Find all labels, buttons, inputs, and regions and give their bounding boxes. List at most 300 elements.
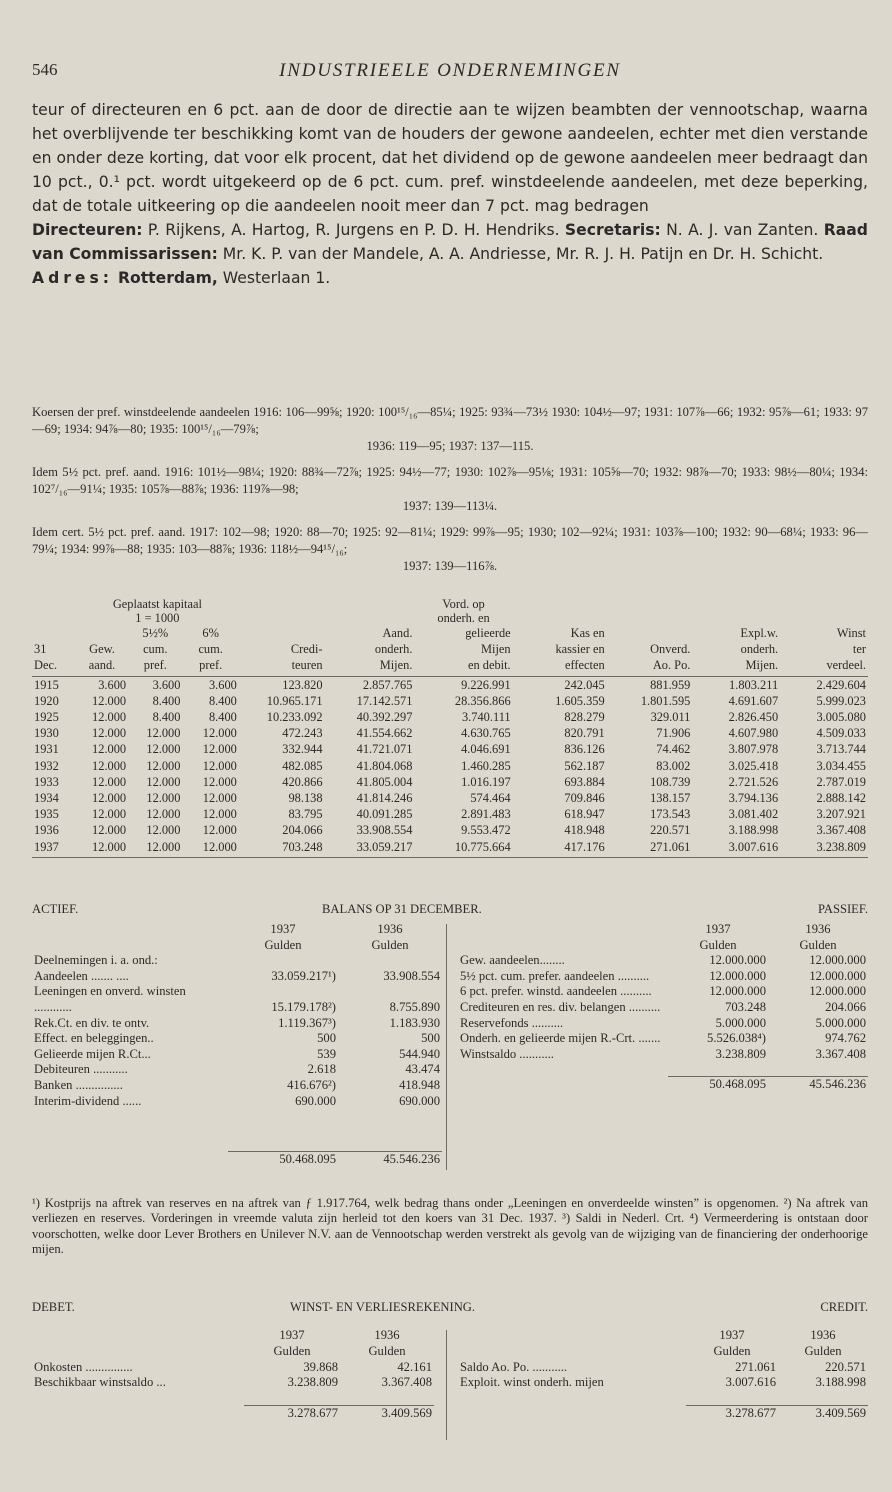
item-value-1937: 33.059.217¹) [271, 968, 336, 983]
running-title: INDUSTRIEELE ONDERNEMINGEN [279, 60, 621, 81]
item-value-1936: 12.000.000 [809, 968, 866, 983]
value-cell: 4.630.765 [461, 726, 511, 741]
value-cell: 2.429.604 [816, 677, 866, 692]
value-cell: 3.600 [98, 677, 127, 692]
value-cell: 28.356.866 [454, 693, 511, 708]
unit: Gulden [804, 1343, 842, 1358]
item-value-1936: 12.000.000 [809, 953, 866, 968]
year-row [32, 1328, 434, 1344]
column-header: Onverd. [650, 642, 691, 657]
profit-loss-account [32, 1300, 868, 1450]
value-cell: 418.948 [564, 823, 605, 838]
column-header: Mijen. [379, 658, 413, 673]
value-cell: 4.046.691 [461, 742, 511, 757]
year-row [458, 1328, 868, 1344]
item-value-1937: 539 [317, 1046, 336, 1061]
passief-total-1937: 50.468.095 [668, 1077, 768, 1093]
column-header: 31 [34, 642, 47, 657]
year-cell: 1937 [34, 839, 59, 854]
price-text: Koersen der pref. winstdeelende aandeelen 1916: 106—99⅝; 1920: 100¹⁵/₁₆—85¼; 1925: 93¾—73½ 1930: 104½—97; 1931: 107⅞—66; 1932: 95⅞—61; 1933: 97—69; 1934: 94⅞—80; 1935: 100¹⁵/₁₆—79⅞; [32, 405, 868, 436]
item-label: Banken ............... [34, 1077, 123, 1092]
table-row [32, 741, 868, 757]
unit-row [458, 1344, 868, 1360]
item-label: Exploit. winst onderh. mijen [460, 1375, 604, 1390]
value-cell: 12.000 [146, 726, 181, 741]
item-value-1936: 418.948 [399, 1077, 440, 1092]
actief-total-1936: 45.546.236 [338, 1152, 442, 1168]
actief-table [32, 922, 442, 1168]
secretaris-name: N. A. J. van Zanten. [666, 221, 819, 239]
year-cell: 1915 [34, 677, 59, 692]
item-value-1937: 3.238.809 [715, 1046, 766, 1061]
price-text: Idem cert. 5½ pct. pref. aand. 1917: 102—98; 1920: 88—70; 1925: 92—81¼; 1929: 99⅞—95; 1930; 102—92¼; 1931: 103⅞—100; 1932: 90—68¼; 1933: 96—79¼; 1934: 99⅞—88; 1935: 103—88⅞; 1936: 118½—94¹⁵/₁₆; [32, 525, 868, 556]
value-cell: 242.045 [564, 677, 605, 692]
value-cell: 8.400 [208, 693, 237, 708]
capital-table-body [32, 676, 868, 855]
value-cell: 9.226.991 [461, 677, 511, 692]
item-label: 6 pct. prefer. winstd. aandeelen .......... [460, 984, 652, 999]
item-value-1936: 3.188.998 [815, 1375, 866, 1390]
value-cell: 12.000 [202, 774, 237, 789]
column-header: teuren [291, 658, 323, 673]
item-label: Debiteuren ........... [34, 1062, 128, 1077]
debet-label: DEBET. [32, 1300, 75, 1314]
column-header: 6% [202, 626, 219, 640]
column-header-line [32, 625, 868, 641]
debet-total-row [32, 1406, 434, 1422]
list-item [32, 969, 442, 985]
value-cell: 4.691.607 [728, 693, 779, 708]
year-row [32, 922, 442, 938]
value-cell: 8.400 [152, 693, 181, 708]
list-item [32, 1094, 442, 1110]
year-1: 1937 [705, 922, 731, 936]
item-value-1937 [228, 953, 338, 969]
dividend-paragraph: teur of directeuren en 6 pct. aan de door de directie aan te wijzen beambten der vennootschap, waarna het overblijvende ter beschikking komt van de houders der gewone aandeelen, echter met dien verstande en onder deze korting, dat voor elk procent, dat het dividend op de gewone aandeelen meer bedraagt dan 10 pct., 0.¹ pct. wordt uitgekeerd op de 6 pct. cum. pref. winstdeelende aandeelen, met deze beperking, dat de totale uitkeering op die aandeelen nooit meer dan 7 pct. mag bedragen [32, 101, 868, 215]
share-prices [32, 404, 868, 584]
item-label: Saldo Ao. Po. ........... [460, 1359, 568, 1374]
value-cell: 5.999.023 [816, 693, 866, 708]
actief-label: ACTIEF. [32, 902, 79, 916]
item-label: Crediteuren en res. div. belangen .......... [460, 999, 661, 1014]
price-text-end: 1937: 139—113¼. [402, 499, 498, 513]
unit: Gulden [371, 937, 409, 952]
value-cell: 417.176 [564, 839, 605, 854]
column-header: Mijen. [745, 658, 779, 673]
actief-total-1937: 50.468.095 [228, 1152, 338, 1168]
item-value-1937: 12.000.000 [709, 953, 766, 968]
column-header: onderh. [740, 642, 779, 657]
value-cell: 12.000 [92, 823, 127, 838]
management-paragraph [32, 218, 868, 266]
value-cell: 1.801.595 [640, 693, 691, 708]
item-label: Interim-dividend ...... [34, 1093, 142, 1108]
value-cell: 482.085 [282, 758, 323, 773]
value-cell: 12.000 [92, 791, 127, 806]
value-cell: 10.233.092 [266, 710, 323, 725]
table-row [32, 725, 868, 741]
value-cell: 472.243 [282, 726, 323, 741]
value-cell: 12.000 [146, 774, 181, 789]
year-cell: 1925 [34, 710, 59, 725]
year-2: 1936 [377, 922, 403, 936]
unit-row [458, 938, 868, 954]
value-cell: 820.791 [564, 726, 605, 741]
year-cell: 1936 [34, 823, 59, 838]
value-cell: 10.965.171 [266, 693, 323, 708]
year-cell: 1930 [34, 726, 59, 741]
column-header [239, 625, 325, 641]
item-label: Gelieerde mijen R.Ct... [34, 1046, 151, 1061]
table-row [32, 806, 868, 822]
passief-total-1936: 45.546.236 [768, 1077, 868, 1093]
secretaris-label: Secretaris: [564, 221, 661, 239]
group-vord-2: onderh. en [437, 610, 490, 625]
group-capital: Geplaatst kapitaal [112, 597, 202, 611]
list-item [458, 1360, 868, 1376]
unit-row [32, 1344, 434, 1360]
year-cell: 1932 [34, 758, 59, 773]
value-cell: 10.775.664 [454, 839, 511, 854]
table-row [32, 839, 868, 855]
balance-sheet [32, 902, 868, 1187]
value-cell: 709.846 [564, 791, 605, 806]
column-header [32, 625, 76, 641]
value-cell: 12.000 [146, 742, 181, 757]
unit-row [32, 938, 442, 954]
item-value-1936: 204.066 [825, 999, 866, 1014]
value-cell: 12.000 [146, 807, 181, 822]
item-label: Beschikbaar winstsaldo ... [34, 1375, 166, 1390]
value-cell: 83.795 [288, 807, 323, 822]
item-value-1936: 5.000.000 [815, 1015, 866, 1030]
column-header: Kas en [570, 626, 605, 640]
footnotes: ¹) Kostprijs na aftrek van reserves en na aftrek van ƒ 1.917.764, welk bedrag thans onder „Leeningen en onverdeelde winsten” is opgenomen. ²) Na aftrek van verliezen en reserves. Vorderingen in vreemde valuta zijn herleid tot den koers van 31 Dec. 1937. ³) Saldi in Nederl. Crt. ⁴) Vermeerdering is ontstaan door voorschotten, welke door Lever Brothers en Unilever N.V. aan de Vennootschap werden verstrekt als gevolg van de wijziging van de financiering der onderhoorige mijen. [32, 1196, 868, 1257]
column-header: aand. [88, 658, 116, 673]
raad-label: Raad van Commissarissen: [32, 221, 868, 263]
value-cell: 12.000 [202, 742, 237, 757]
value-cell: 2.826.450 [728, 710, 779, 725]
item-value-1936: 220.571 [825, 1359, 866, 1374]
item-value-1937: 500 [317, 1031, 336, 1046]
value-cell: 3.081.402 [728, 807, 779, 822]
value-cell: 3.807.978 [728, 742, 779, 757]
column-header-line [32, 641, 868, 657]
value-cell: 1.605.359 [555, 693, 605, 708]
value-cell: 703.248 [282, 839, 323, 854]
value-cell: 41.554.662 [356, 726, 413, 741]
value-cell: 3.740.111 [461, 710, 511, 725]
value-cell: 3.034.455 [816, 758, 866, 773]
value-cell: 574.464 [470, 791, 511, 806]
item-label: Winstsaldo ........... [460, 1046, 554, 1061]
value-cell: 693.884 [564, 774, 605, 789]
item-value-1937: 703.248 [725, 999, 766, 1014]
column-header: cum. [143, 642, 168, 657]
value-cell: 12.000 [92, 710, 127, 725]
table-row [32, 774, 868, 790]
column-header: 5½% [142, 626, 169, 640]
item-label: Onderh. en gelieerde mijen R.-Crt. ....... [460, 1031, 661, 1046]
item-label: Rek.Ct. en div. te ontv. [34, 1015, 150, 1030]
year-cell: 1931 [34, 742, 59, 757]
passief-table [458, 922, 868, 1093]
column-header-line [32, 657, 868, 673]
winst-title: WINST- EN VERLIESREKENING. [290, 1300, 476, 1314]
value-cell: 40.091.285 [356, 807, 413, 822]
item-value-1936: 33.908.554 [383, 968, 440, 983]
passief-total-row [458, 1077, 868, 1093]
list-item [458, 1000, 868, 1016]
column-header [76, 625, 128, 641]
value-cell: 12.000 [202, 823, 237, 838]
value-cell: 3.794.136 [728, 791, 779, 806]
value-cell: 33.908.554 [356, 823, 413, 838]
year-1: 1937 [719, 1328, 745, 1342]
item-label: Leeningen en onverd. winsten ............ [34, 984, 186, 1014]
value-cell: 12.000 [202, 791, 237, 806]
value-cell: 2.891.483 [461, 807, 511, 822]
actief-total-row [32, 1152, 442, 1168]
list-item [458, 1031, 868, 1047]
column-header: Expl.w. [740, 626, 779, 640]
value-cell: 40.392.297 [356, 710, 413, 725]
value-cell: 83.002 [656, 758, 691, 773]
year-cell: 1934 [34, 791, 59, 806]
value-cell: 9.553.472 [461, 823, 511, 838]
value-cell: 2.787.019 [816, 774, 866, 789]
unit: Gulden [799, 937, 837, 952]
item-value-1937: 3.238.809 [287, 1375, 338, 1390]
value-cell: 618.947 [564, 807, 605, 822]
item-value-1936: 500 [421, 1031, 440, 1046]
value-cell: 2.721.526 [728, 774, 779, 789]
list-item [32, 1375, 434, 1391]
value-cell: 12.000 [92, 774, 127, 789]
column-header: verdeel. [826, 658, 866, 673]
value-cell: 3.005.080 [816, 710, 866, 725]
table-row [32, 693, 868, 709]
balance-title: BALANS OP 31 DECEMBER. [322, 902, 482, 916]
list-item [458, 969, 868, 985]
column-header: Winst [836, 626, 866, 640]
list-item [458, 953, 868, 969]
column-header: Aand. [382, 626, 413, 640]
capital-group-header [32, 598, 868, 612]
value-cell: 1.016.197 [461, 774, 511, 789]
column-header: en debit. [467, 658, 511, 673]
value-cell: 220.571 [650, 823, 691, 838]
value-cell: 71.906 [656, 726, 691, 741]
table-row [32, 790, 868, 806]
adres-city: Rotterdam, [117, 269, 218, 287]
value-cell: 12.000 [146, 758, 181, 773]
value-cell: 12.000 [202, 839, 237, 854]
year-cell: 1935 [34, 807, 59, 822]
year-2: 1936 [374, 1328, 400, 1342]
value-cell: 12.000 [202, 807, 237, 822]
value-cell: 3.188.998 [728, 823, 779, 838]
value-cell: 4.509.033 [816, 726, 866, 741]
price-text-end: 1936: 119—95; 1937: 137—115. [366, 439, 534, 453]
credit-total-row [458, 1406, 868, 1422]
adres-label: Adres: [32, 269, 114, 287]
value-cell: 12.000 [92, 807, 127, 822]
unit: Gulden [368, 1343, 406, 1358]
list-item [32, 984, 442, 1015]
item-value-1936: 974.762 [825, 1031, 866, 1046]
item-value-1937: 2.618 [307, 1062, 336, 1077]
unit: Gulden [264, 937, 302, 952]
value-cell: 41.805.004 [356, 774, 413, 789]
value-cell: 17.142.571 [356, 693, 413, 708]
value-cell: 836.126 [564, 742, 605, 757]
item-value-1936: 8.755.890 [389, 999, 440, 1014]
value-cell: 3.238.809 [816, 839, 866, 854]
value-cell: 12.000 [202, 758, 237, 773]
balance-divider [446, 924, 447, 1170]
address-line [32, 266, 868, 290]
column-header: Credi- [290, 642, 323, 657]
price-text: Idem 5½ pct. pref. aand. 1916: 101½—98¼; 1920: 88¾—72⅞; 1925: 94½—77; 1930: 102⅞—95⅛; 1931: 105⅝—70; 1932: 98⅞—70; 1933: 98½—80¼; 1934: 102⁷/₁₆—91¼; 1935: 105⅞—88⅞; 1936: 119⅞—98; [32, 465, 868, 496]
value-cell: 1.460.285 [461, 758, 511, 773]
capital-table [32, 598, 868, 858]
item-value-1936: 43.474 [405, 1062, 440, 1077]
value-cell: 3.207.921 [816, 807, 866, 822]
value-cell: 8.400 [152, 710, 181, 725]
item-value-1937: 5.526.038⁴) [707, 1031, 766, 1046]
value-cell: 41.721.071 [356, 742, 413, 757]
company-description [32, 98, 868, 290]
price-paragraph [32, 404, 868, 455]
value-cell: 4.607.980 [728, 726, 779, 741]
value-cell: 881.959 [650, 677, 691, 692]
list-item [32, 1047, 442, 1063]
item-value-1937: 416.676²) [287, 1077, 336, 1092]
debet-total-1936: 3.409.569 [340, 1406, 434, 1422]
list-item [32, 1031, 442, 1047]
credit-table [458, 1328, 868, 1422]
item-value-1937: 15.179.178²) [271, 999, 336, 1014]
year-2: 1936 [810, 1328, 836, 1342]
debet-table [32, 1328, 434, 1422]
value-cell: 12.000 [202, 726, 237, 741]
value-cell: 108.739 [650, 774, 691, 789]
column-header: Gew. [89, 642, 115, 657]
value-cell: 12.000 [92, 758, 127, 773]
value-cell: 12.000 [146, 839, 181, 854]
value-cell: 3.025.418 [728, 758, 779, 773]
item-label: Effect. en beleggingen.. [34, 1031, 154, 1046]
balance-header [32, 902, 868, 920]
item-label: Reservefonds .......... [460, 1015, 564, 1030]
list-item [458, 1375, 868, 1391]
value-cell: 74.462 [656, 742, 691, 757]
column-header: ter [852, 642, 866, 657]
item-value-1937: 271.061 [735, 1359, 776, 1374]
year-cell: 1920 [34, 693, 59, 708]
credit-total-1936: 3.409.569 [778, 1406, 868, 1422]
value-cell: 8.400 [208, 710, 237, 725]
item-value-1937: 3.007.616 [725, 1375, 776, 1390]
item-value-1937: 12.000.000 [709, 984, 766, 999]
column-header: gelieerde [465, 626, 511, 640]
value-cell: 41.804.068 [356, 758, 413, 773]
value-cell: 12.000 [92, 693, 127, 708]
year-row [458, 922, 868, 938]
value-cell: 329.011 [650, 710, 691, 725]
value-cell: 138.157 [650, 791, 691, 806]
item-value-1936: 42.161 [397, 1359, 432, 1374]
list-item [458, 1047, 868, 1063]
value-cell: 1.803.211 [729, 677, 779, 692]
unit: Gulden [713, 1343, 751, 1358]
value-cell: 2.857.765 [362, 677, 413, 692]
value-cell: 332.944 [282, 742, 323, 757]
price-paragraph [32, 464, 868, 515]
group-unit: 1 = 1000 [135, 610, 180, 625]
credit-total-1937: 3.278.677 [686, 1406, 778, 1422]
table-row [32, 676, 868, 693]
table-row [32, 822, 868, 838]
debet-total-1937: 3.278.677 [244, 1406, 340, 1422]
item-value-1936: 544.940 [399, 1046, 440, 1061]
value-cell: 3.600 [208, 677, 237, 692]
directeuren-names: P. Rijkens, A. Hartog, R. Jurgens en P. D. H. Hendriks. [147, 221, 560, 239]
winst-divider [446, 1330, 447, 1440]
column-header: onderh. [374, 642, 413, 657]
passief-label: PASSIEF. [818, 902, 868, 916]
value-cell: 2.888.142 [816, 791, 866, 806]
item-label: 5½ pct. cum. prefer. aandeelen .......... [460, 968, 650, 983]
year-1: 1937 [270, 922, 296, 936]
value-cell: 41.814.246 [356, 791, 413, 806]
value-cell: 3.007.616 [728, 839, 779, 854]
value-cell: 3.367.408 [816, 823, 866, 838]
item-value-1936: 690.000 [399, 1093, 440, 1108]
price-text-end: 1937: 139—116⅞. [402, 559, 498, 573]
value-cell: 3.713.744 [816, 742, 866, 757]
item-value-1937: 5.000.000 [715, 1015, 766, 1030]
value-cell: 12.000 [92, 726, 127, 741]
table-row [32, 709, 868, 725]
item-value-1936: 12.000.000 [809, 984, 866, 999]
list-item [32, 1360, 434, 1376]
item-label: Aandeelen ....... .... [34, 968, 129, 983]
column-header: effecten [565, 658, 605, 673]
column-header: Dec. [34, 658, 58, 673]
value-cell: 271.061 [650, 839, 691, 854]
column-header [607, 625, 693, 641]
item-value-1937: 39.868 [303, 1359, 338, 1374]
item-value-1936 [338, 953, 442, 969]
column-header: Mijen [481, 642, 511, 657]
item-value-1937: 690.000 [295, 1093, 336, 1108]
column-header: kassier en [555, 642, 605, 657]
list-item [458, 984, 868, 1000]
value-cell: 420.866 [282, 774, 323, 789]
value-cell: 12.000 [146, 791, 181, 806]
page-header [32, 60, 868, 86]
item-label: Onkosten ............... [34, 1359, 133, 1374]
value-cell: 828.279 [564, 710, 605, 725]
group-vord: Vord. op [442, 597, 485, 611]
adres-street: Westerlaan 1. [222, 269, 331, 287]
value-cell: 562.187 [564, 758, 605, 773]
list-item [32, 1062, 442, 1078]
list-item [32, 953, 442, 969]
value-cell: 123.820 [282, 677, 323, 692]
